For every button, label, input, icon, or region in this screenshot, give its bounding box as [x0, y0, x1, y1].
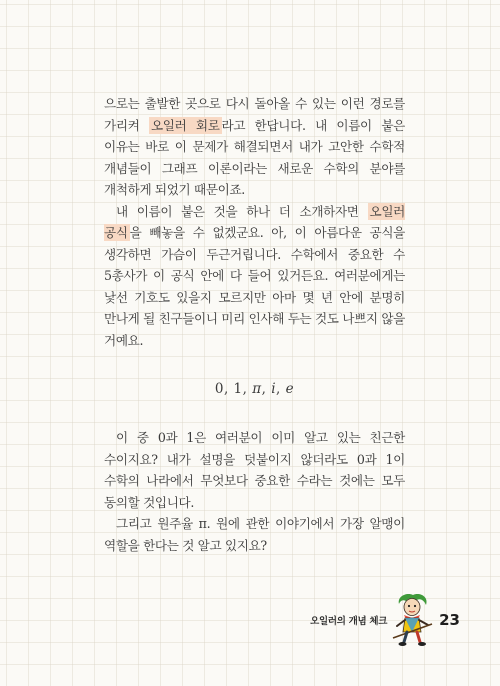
formula-e: e: [285, 381, 295, 397]
paragraph-text: 내 이름이 붙은 것을 하나 더 소개하자면: [116, 203, 368, 219]
paragraph-euler-formula: [104, 201, 405, 352]
formula-i: i: [271, 381, 277, 397]
formula-separator: ,: [276, 381, 286, 397]
formula-one: 1: [233, 381, 243, 397]
page-body: [104, 93, 405, 556]
formula-five-numbers: [104, 381, 405, 397]
footer-chapter-title: 오일러의 개념 체크: [310, 616, 388, 627]
formula-separator: ,: [242, 381, 253, 397]
page-footer: [310, 592, 460, 648]
page-number: 23: [439, 611, 460, 629]
paragraph-text: 으로는 출발한 곳으로 다시 돌아올 수 있는 이런 경로를 가리켜: [104, 96, 405, 133]
paragraph-euler-circuit: [104, 93, 405, 201]
formula-pi: π: [252, 381, 262, 397]
paragraph-text: 라고 한답니다. 내 이름이 붙은 이유는 바로 이 문제가 해결되면서 내가 고안한 수학적 개념들이 그래프 이론이라는 새로운 수학의 분야를 개척하게 되었기 때문이죠.: [104, 117, 405, 197]
paragraph-pi: 그리고 원주율 π. 원에 관한 이야기에서 가장 알맹이 역할을 한다는 것 알고 있지요?: [104, 516, 405, 553]
formula-separator: ,: [223, 381, 234, 397]
highlight-euler-circuit: 오일러 회로: [150, 117, 220, 133]
formula-zero: 0: [214, 381, 224, 397]
paragraph-text: 을 빼놓을 수 없겠군요. 아, 이 아름다운 공식을 생각하면 가슴이 두근거립니다. 수학에서 중요한 수 5총사가 이 공식 안에 다 들어 있거든요. 여러분에게는 낯선 기호도 있을지 모르지만 아마 몇 년 안에 분명히 만나게 될 친구들이니 미리 인사해 두는 것도 나쁘지 않을 거예요.: [104, 225, 405, 348]
highlight-euler-formula: 오일러 공식: [104, 203, 405, 240]
euler-mascot-icon: [391, 592, 433, 648]
paragraph-zero-one: 이 중 0과 1은 여러분이 이미 알고 있는 친근한 수이지요? 내가 설명을 덧붙이지 않더라도 0과 1이 수학의 나라에서 무엇보다 중요한 수라는 것에는 모두 동의할 것입니다.: [104, 430, 405, 510]
formula-separator: ,: [261, 381, 272, 397]
